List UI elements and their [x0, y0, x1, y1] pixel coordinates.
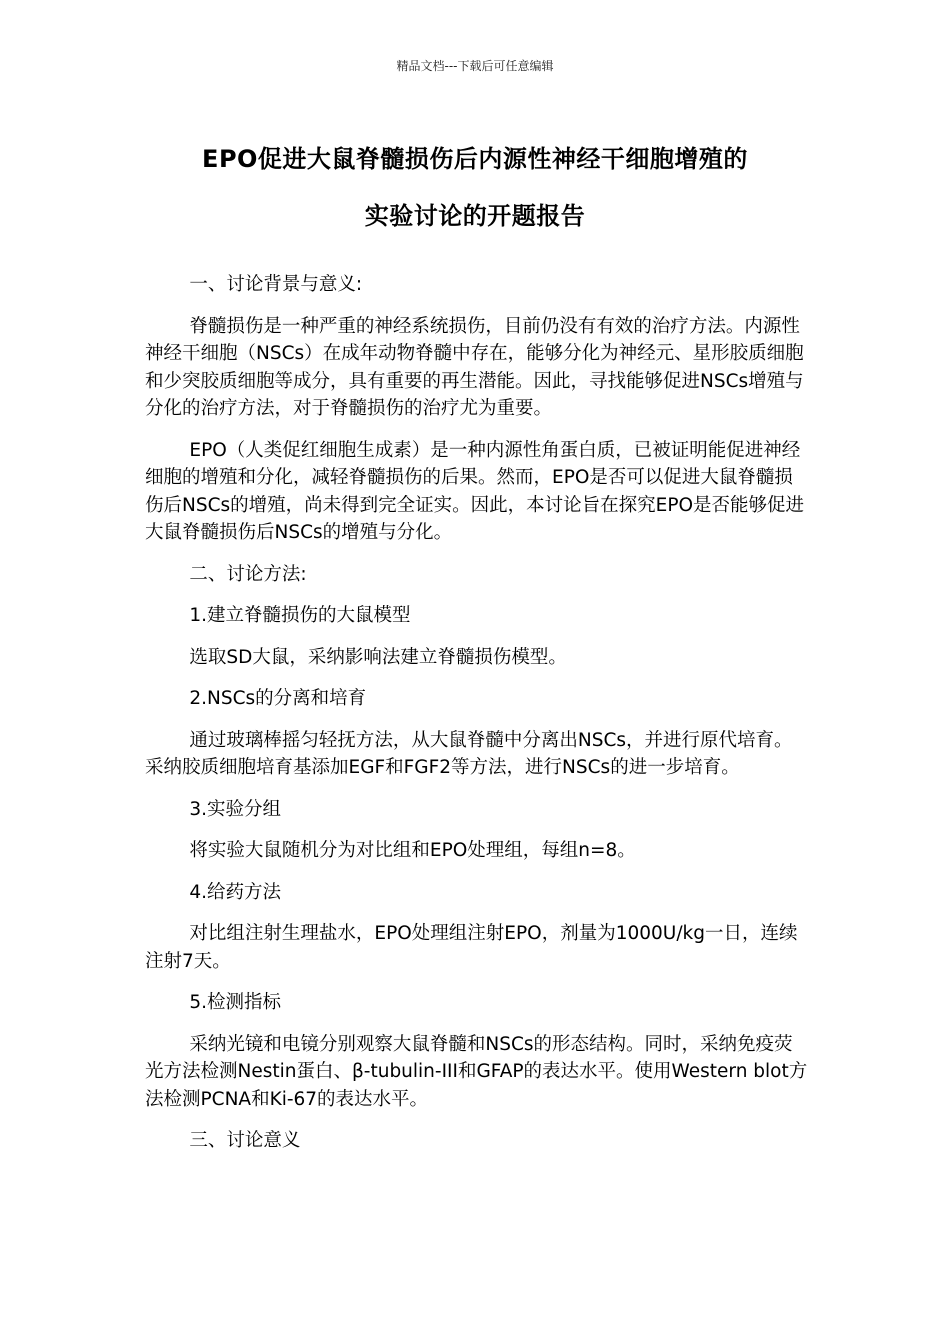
- method-text-5: 采纳光镜和电镜分别观察大鼠脊髓和NSCs的形态结构。同时，采纳免疫荧光方法检测Nestin蛋白、β-tubulin-III和GFAP的表达水平。使用Western blot方法检测PCNA和Ki-67的表达水平。: [145, 1033, 808, 1110]
- document-title-line-2: 实验讨论的开题报告: [364, 202, 586, 230]
- section-heading-methods: 二、讨论方法:: [189, 563, 307, 585]
- method-text-1: 选取SD大鼠，采纳影响法建立脊髓损伤模型。: [189, 646, 567, 668]
- page-header: 精品文档---下载后可任意编辑: [396, 59, 554, 73]
- method-text-2: 通过玻璃棒摇匀轻抚方法，从大鼠脊髓中分离出NSCs，并进行原代培育。采纳胶质细胞培育基添加EGF和FGF2等方法，进行NSCs的进一步培育。: [145, 729, 793, 778]
- method-heading-3: 3.实验分组: [189, 798, 282, 820]
- method-text-4: 对比组注射生理盐水，EPO处理组注射EPO，剂量为1000U/kg一日，连续注射7天。: [145, 923, 798, 972]
- paragraph-background-1: 脊髓损伤是一种严重的神经系统损伤，目前仍没有有效的治疗方法。内源性神经干细胞（NSCs）在成年动物脊髓中存在，能够分化为神经元、星形胶质细胞和少突胶质细胞等成分，具有重要的再生潜能。因此，寻找能够促进NSCs增殖与分化的治疗方法，对于脊髓损伤的治疗尤为重要。: [145, 315, 804, 419]
- method-text-3: 将实验大鼠随机分为对比组和EPO处理组，每组n=8。: [189, 840, 636, 861]
- method-heading-5: 5.检测指标: [189, 992, 282, 1013]
- method-heading-2: 2.NSCs的分离和培育: [189, 688, 367, 709]
- method-heading-1: 1.建立脊髓损伤的大鼠模型: [189, 605, 411, 626]
- method-heading-4: 4.给药方法: [189, 881, 282, 903]
- section-heading-significance: 三、讨论意义: [189, 1130, 301, 1151]
- document-title-line-1: EPO促进大鼠脊髓损伤后内源性神经干细胞增殖的: [202, 145, 748, 173]
- paragraph-background-2: EPO（人类促红细胞生成素）是一种内源性角蛋白质，已被证明能促进神经细胞的增殖和分化，减轻脊髓损伤的后果。然而，EPO是否可以促进大鼠脊髓损伤后NSCs的增殖，尚未得到完全证实。因此，本讨论旨在探究EPO是否能够促进大鼠脊髓损伤后NSCs的增殖与分化。: [145, 439, 805, 543]
- section-heading-background: 一、讨论背景与意义:: [189, 274, 363, 295]
- document-body: [145, 271, 811, 1169]
